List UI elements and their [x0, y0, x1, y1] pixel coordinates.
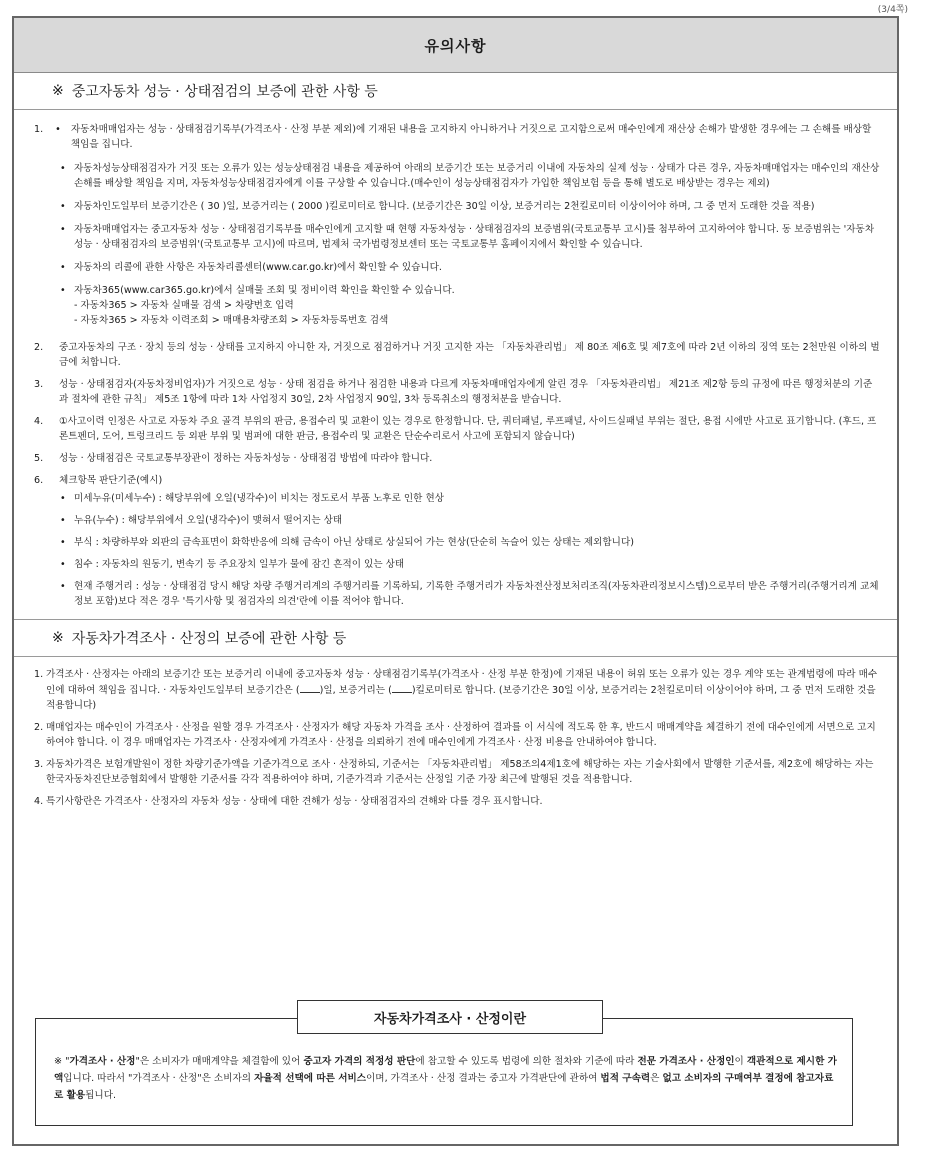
item-number: 2.	[34, 342, 44, 353]
list-item	[34, 451, 881, 466]
page-number: (3/4쪽)	[877, 5, 908, 15]
section-1-bullets	[34, 161, 881, 328]
list-item	[60, 579, 881, 609]
item-text: 자동차가격은 보험개발원이 정한 차량기준가액을 기준가격으로 조사 · 산정하되, 기준서는 「자동차관리법」 제58조의4제1호에 해당하는 자는 기술사회에서 발행한 기준서를, 제2호에 해당하는 자는 한국자동차진단보증협회에서 발행한 기준서를 각각 적용하여야 하며, 기준가격과 기준서는 산정일 기준 가장 최근에 발행된 것을 적용합니다.	[46, 759, 874, 785]
bullet-dot: •	[55, 124, 61, 135]
section-1-content	[14, 122, 897, 609]
list-item	[60, 199, 881, 214]
item-text: 특기사항란은 가격조사 · 산정자의 자동차 성능 · 상태에 대한 견해가 성능 · 상태점검자의 견해와 다를 경우 표시합니다.	[46, 796, 543, 807]
item-text: 체크항목 판단기준(예시)	[59, 475, 163, 486]
car365-line: 자동차365(www.car365.go.kr)에서 실매물 조회 및 정비이력 확인을 확인할 수 있습니다.	[74, 285, 455, 296]
item-text-part: )킬로미터로 합니다. (보증기간은 30일 이상, 보증거리는 2천킬로미터 이상이어야 하며, 그 중 먼저 도래한 것을 적용합니다)	[46, 685, 876, 711]
bullet-text: 누유(누수) : 해당부위에서 오일(냉각수)이 맺혀서 떨어지는 상태	[74, 515, 343, 526]
info-bold: 자율적 선택에 따른 서비스	[254, 1073, 367, 1084]
item-text: 매매업자는 매수인이 가격조사 · 산정을 원할 경우 가격조사 · 산정자가 해당 자동차 가격을 조사 · 산정하여 결과를 이 서식에 적도록 한 후, 반드시 매매계약을 체결하기 전에 대수인에게 서면으로 고지하여야 합니다. 이 경우 매매업자는 가격조사 · 산정자에게 가격조사 · 산정을 의뢰하기 전에 매수인에게 가격조사 · 산정 비용을 안내하여야 합니다.	[46, 722, 876, 748]
bullet-text: 자동차성능상태점검자가 거짓 또는 오류가 있는 성능상태점검 내용을 제공하여 아래의 보증기간 또는 보증거리 이내에 자동차의 실제 성능 · 상태가 다른 경우, 자동차매매업자는 매수인의 재산상 손해를 배상할 책임을 지며, 자동차성능상태점검자에게 이를 구상할 수 있습니다.(매수인이 성능상태점검자가 가입한 책임보험 등을 통해 별도로 배상받는 경우는 제외)	[74, 163, 880, 189]
item-text: ①사고이력 인정은 사고로 자동차 주요 골격 부위의 판금, 용접수리 및 교환이 있는 경우로 한정합니다. 단, 쿼터패널, 루프패널, 사이드실패널 부위는 절단, 용접 시에만 사고로 표기합니다. (후드, 프론트펜더, 도어, 트렁크리드 등 외판 부위 및 범퍼에 대한 판금, 용접수리 및 교환은 단순수리로서 사고에 포함되지 않습니다)	[59, 416, 877, 442]
list-item	[34, 667, 881, 713]
car365-block	[74, 283, 881, 328]
section-1-heading-text: 중고자동차 성능 · 상태점검의 보증에 관한 사항 등	[71, 84, 378, 100]
reference-mark: ※	[52, 83, 64, 99]
info-bold: 중고자 가격의 적정성 판단	[303, 1056, 416, 1067]
bullet-text: 미세누유(미세누수) : 해당부위에 오일(냉각수)이 비치는 정도로서 부품 노후로 인한 현상	[74, 493, 445, 504]
item-text: 성능 · 상태점검은 국토교통부장관이 정하는 자동차성능 · 상태점검 방법에 따라야 합니다.	[59, 453, 433, 464]
list-item	[60, 283, 881, 328]
bullet-dot: •	[60, 163, 66, 174]
list-item	[34, 414, 881, 444]
list-item	[60, 535, 881, 550]
info-bold: 가격조사 · 산정	[69, 1056, 136, 1067]
section-1-heading	[14, 73, 897, 110]
bullet-dot: •	[60, 285, 66, 296]
list-item	[34, 757, 881, 787]
info-text: 이며, 가격조사 · 산정 결과는 중고자 가격판단에 관하여	[366, 1073, 601, 1084]
list-item	[60, 161, 881, 191]
item-number: 1.	[34, 124, 44, 135]
item-number: 1.	[34, 669, 44, 680]
list-item	[60, 222, 881, 252]
info-box-title: 자동차가격조사 · 산정이란	[297, 1000, 603, 1034]
section-2-heading	[14, 619, 897, 657]
item-number: 6.	[34, 475, 44, 486]
item-text-part: )일, 보증거리는 (	[319, 685, 392, 696]
list-item	[34, 377, 881, 407]
item-number: 2.	[34, 722, 44, 733]
bullet-dot: •	[60, 493, 66, 504]
list-item	[34, 794, 881, 809]
bullet-dot: •	[60, 537, 66, 548]
bullet-dot: •	[60, 581, 66, 592]
list-item	[60, 557, 881, 572]
bullet-text: 자동차의 리콜에 관한 사항은 자동차리콜센터(www.car.go.kr)에서 확인할 수 있습니다.	[74, 262, 442, 273]
bullet-text: 자동차매매업자는 중고자동차 성능 · 상태점검기록부를 매수인에게 고지할 때 현행 자동차성능 · 상태점검자의 보증범위(국토교통부 고시)를 첨부하여 고지하여야 합니다. 동 보증범위는 '자동차성능 · 상태점검자의 보증범위'(국토교통부 고시)에 따르며, 법제처 국가법령정보센터 또는 국토교통부 홈페이지에서 확인할 수 있습니다.	[74, 224, 875, 250]
reference-mark: ※	[52, 630, 64, 646]
car365-path: - 자동차365 > 자동차 이력조회 > 매매용차량조회 > 자동차등록번호 검색	[74, 315, 389, 326]
info-text: 됩니다.	[85, 1090, 117, 1101]
list-item	[60, 260, 881, 275]
item-text: 자동차매매업자는 성능 · 상태점검기록부(가격조사 · 산정 부분 제외)에 기재된 내용을 고지하지 아니하거나 거짓으로 고지함으로써 매수인에게 재산상 손해가 발생한 경우에는 그 손해를 배상할 책임을 집니다.	[70, 124, 872, 150]
item-text-part: 가격조사 · 산정자는 아래의 보증기간 또는 보증거리 이내에 중고자동차 성능 · 상태점검기록부(가격조사 · 산정 부분 한정)에 기재된 내용이 허위 또는 오류가 있는 경우 계약 또는 관계법령에 따라 매수인에 대하여 책임을 집니다. · 자동차인도일부터 보증기간은 (	[46, 669, 878, 696]
info-text: 입니다. 따라서 "가격조사 · 산정"은 소비자의	[63, 1073, 255, 1084]
list-item	[34, 340, 881, 370]
bullet-text: 부식 : 차량하부와 외판의 금속표면이 화학반응에 의해 금속이 아닌 상태로 상실되어 가는 현상(단순히 녹슬어 있는 상태는 제외합니다)	[74, 537, 634, 548]
bullet-dot: •	[60, 201, 66, 212]
item-number: 3.	[34, 379, 44, 390]
section-2-heading-text: 자동차가격조사 · 산정의 보증에 관한 사항 등	[71, 631, 347, 647]
bullet-dot: •	[60, 262, 66, 273]
car365-path: - 자동차365 > 자동차 실매물 검색 > 차량번호 입력	[74, 300, 294, 311]
bullet-dot: •	[60, 224, 66, 235]
section-2-content	[14, 667, 897, 809]
info-text: "은 소비자가 매매계약을 체결함에 있어	[135, 1056, 304, 1067]
list-item	[34, 473, 881, 488]
item-number: 5.	[34, 453, 44, 464]
warranty-days-blank	[300, 682, 320, 693]
info-text: ※ "	[54, 1056, 70, 1067]
info-box-body	[35, 1018, 853, 1126]
info-bold: 객관적으로 제시한 가액	[54, 1056, 837, 1084]
bullet-dot: •	[60, 515, 66, 526]
item-text	[46, 667, 881, 713]
item-number: 4.	[34, 416, 44, 427]
bullet-text: 자동차인도일부터 보증기간은 ( 30 )일, 보증거리는 ( 2000 )킬로미터로 합니다. (보증기간은 30일 이상, 보증거리는 2천킬로미터 이상이어야 하며, 그 중 먼저 도래한 것을 적용)	[74, 201, 815, 212]
bullet-text: 현재 주행거리 : 성능 · 상태점검 당시 해당 차량 주행거리계의 주행거리를 기록하되, 기록한 주행거리가 자동차전산정보처리조직(자동차관리정보시스템)으로부터 받은 주행거리(주행거리계 교체 정보 포함)보다 적은 경우 '특기사항 및 점검자의 의견'란에 이를 적어야 합니다.	[74, 581, 879, 607]
bullet-dot: •	[60, 559, 66, 570]
item-number: 3.	[34, 759, 44, 770]
check-criteria-list	[34, 491, 881, 609]
notice-frame	[12, 16, 899, 1146]
list-item	[60, 491, 881, 506]
bullet-text: 침수 : 자동차의 원동기, 변속기 등 주요장치 일부가 물에 잠긴 흔적이 있는 상태	[74, 559, 405, 570]
item-text: 중고자동차의 구조 · 장치 등의 성능 · 상태를 고지하지 아니한 자, 거짓으로 점검하거나 거짓 고지한 자는 「자동차관리법」 제 80조 제6호 및 제7호에 따라 2년 이하의 징역 또는 2천만원 이하의 벌금에 처합니다.	[59, 342, 880, 368]
item-number: 4.	[34, 796, 44, 807]
page-title: 유의사항	[14, 18, 897, 73]
list-item	[34, 720, 881, 750]
info-bold: 전문 가격조사 · 산정인	[637, 1056, 735, 1067]
info-text: 은	[650, 1073, 663, 1084]
info-bold: 없고 소비자의 구매여부 결정에 참고자료로 활용	[54, 1073, 834, 1101]
warranty-distance-blank	[392, 682, 412, 693]
list-item	[60, 513, 881, 528]
list-item	[34, 122, 881, 152]
info-text: 이	[734, 1056, 747, 1067]
info-text: 에 참고할 수 있도록 법령에 의한 절차와 기준에 따라	[415, 1056, 638, 1067]
info-bold: 법적 구속력	[600, 1073, 651, 1084]
item-text: 성능 · 상태점검자(자동차정비업자)가 거짓으로 성능 · 상태 점검을 하거나 점검한 내용과 다르게 자동차매매업자에게 알린 경우 「자동차관리법」 제21조 제2항 등의 규정에 따른 행정처분의 기준과 절차에 관한 규칙」 제5조 1항에 따라 1차 사업정지 30일, 2차 사업정지 90일, 3차 등록취소의 행정처분을 받습니다.	[59, 379, 873, 405]
